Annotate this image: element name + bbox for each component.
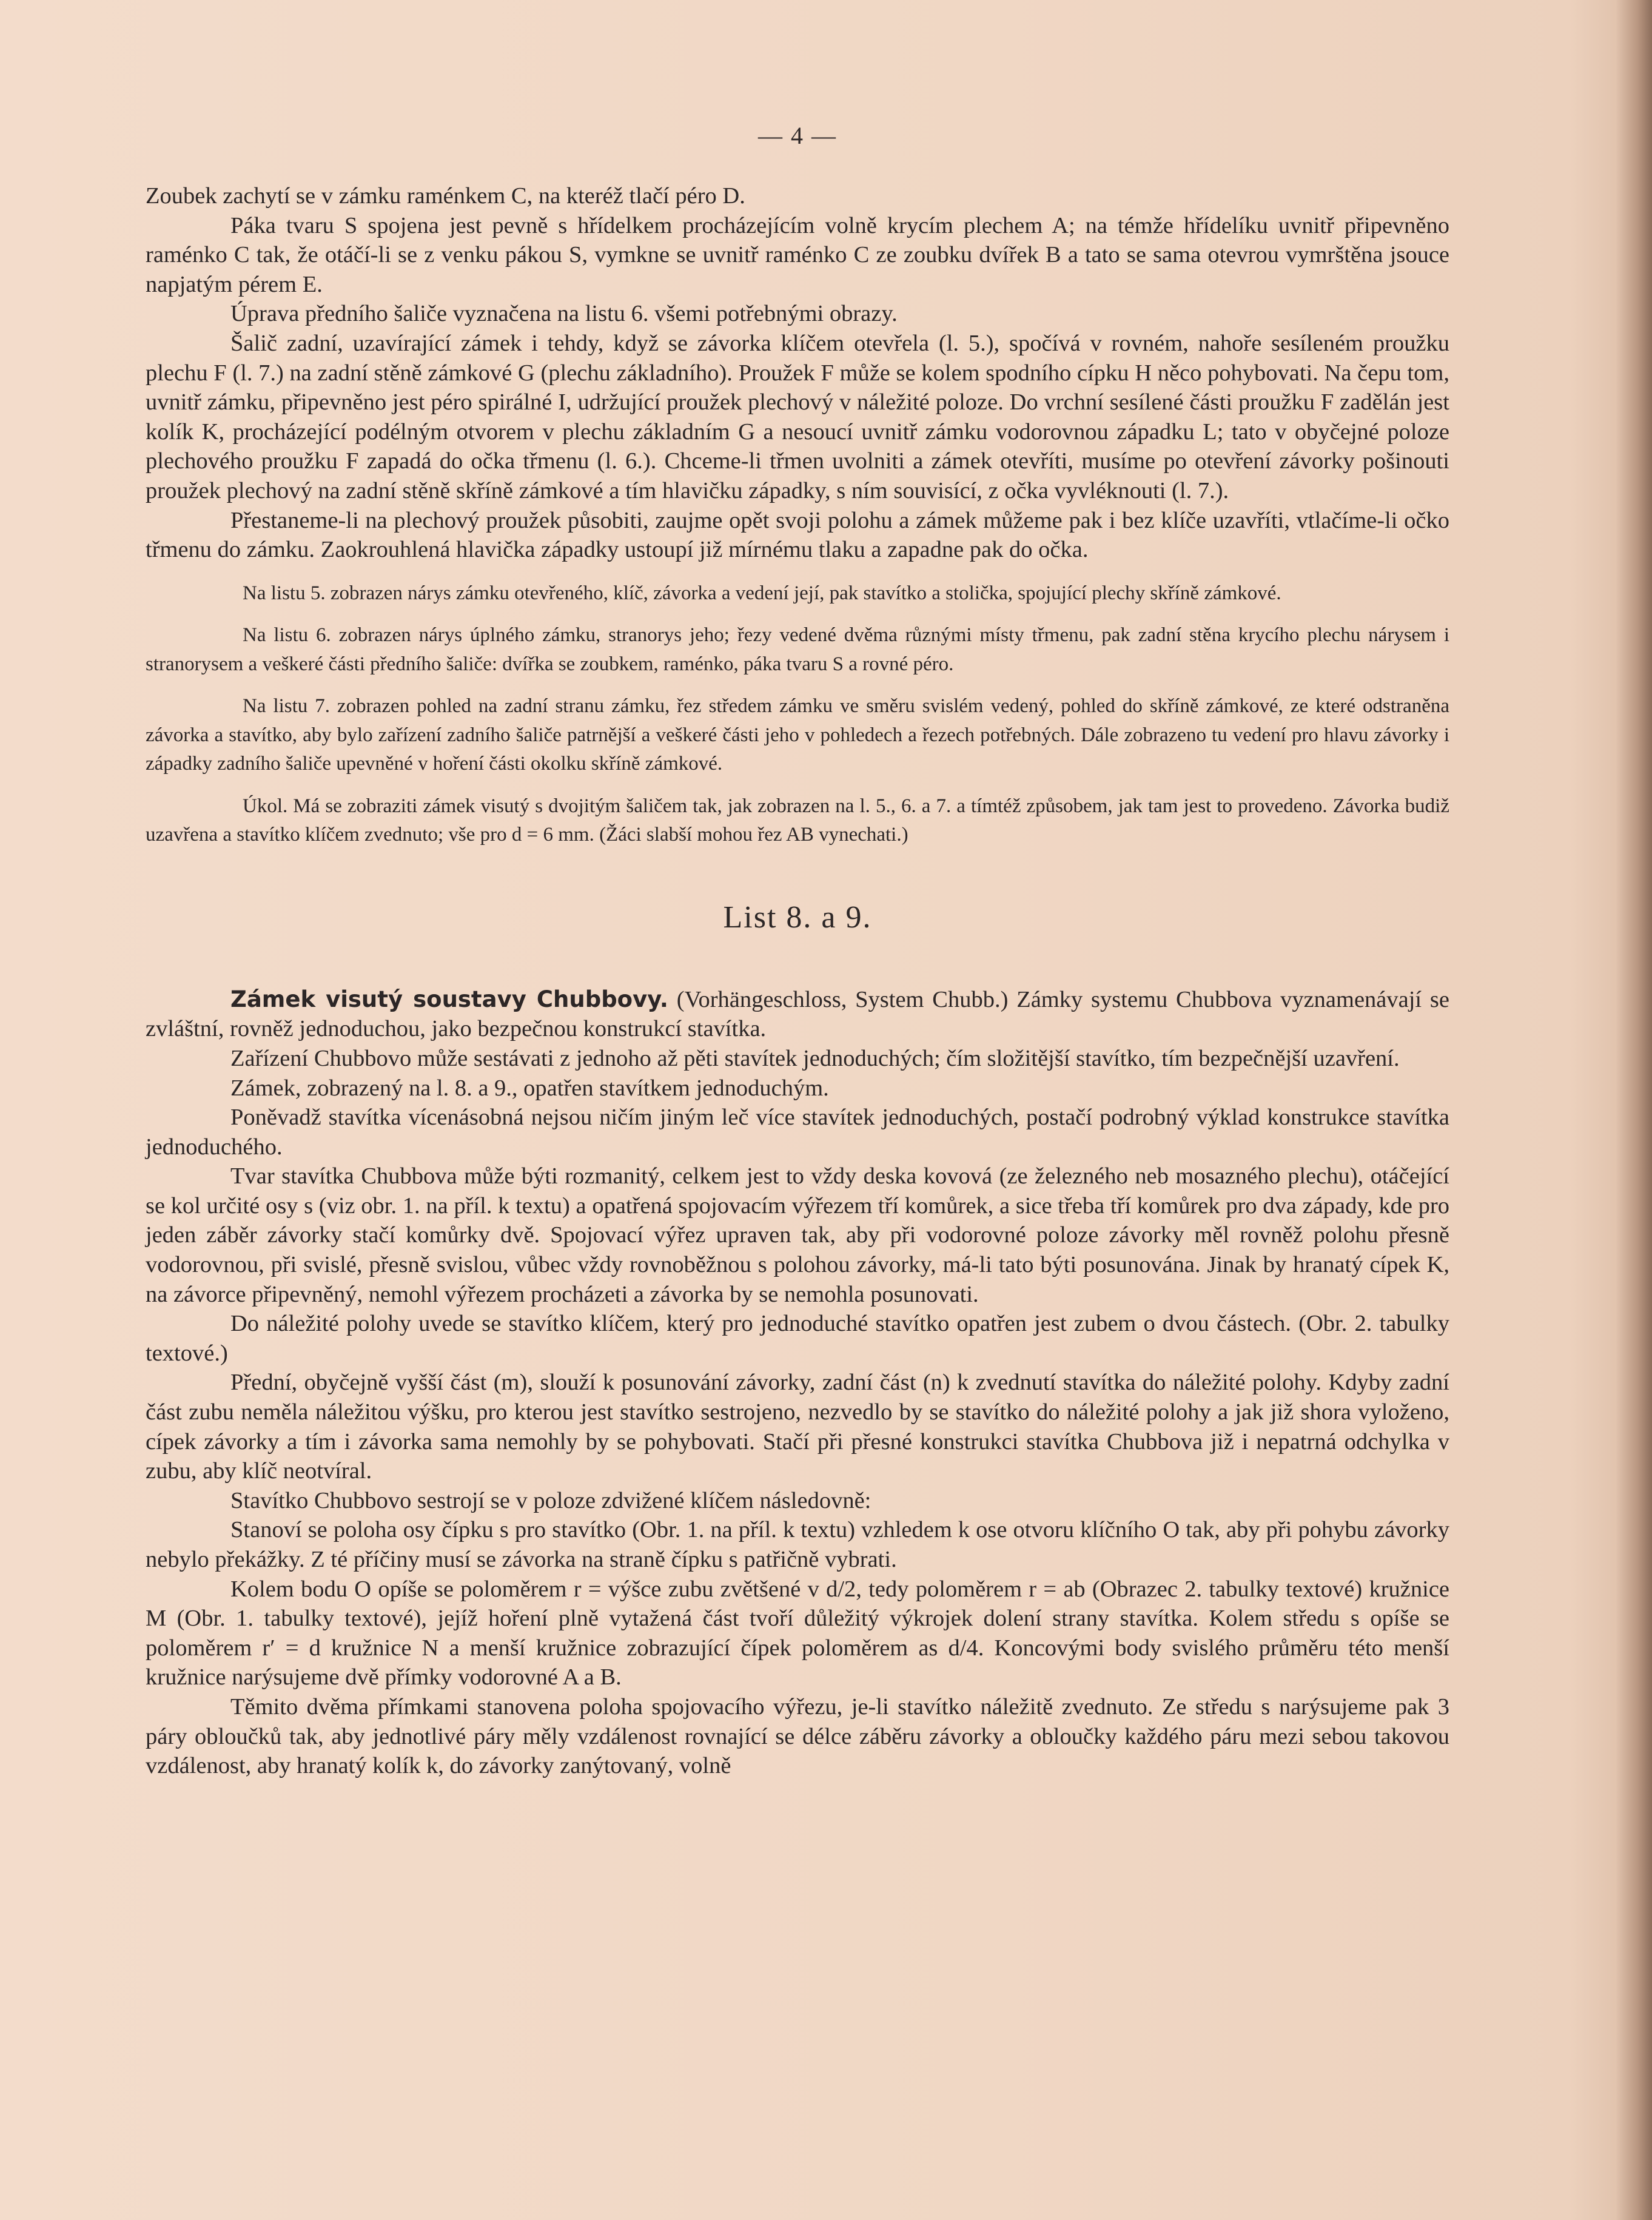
paragraph: Zámek, zobrazený na l. 8. a 9., opatřen stavítkem jednoduchým. bbox=[230, 1075, 829, 1101]
sheet-description: Na listu 6. zobrazen nárys úplného zámku, stranorys jeho; řezy vedené dvěma různými místy třmenu, pak zadní stěna krycího plechu nárysem i stranorysem a veškeré části předního šaliče: dvířka se zoubkem, raménko, páka tvaru S a rovné péro. bbox=[146, 624, 1449, 675]
task-paragraph: Úkol. Má se zobraziti zámek visutý s dvojitým šaličem tak, jak zobrazen na l. 5., 6. a 7. a tímtéž způsobem, jak tam jest to provedeno. Závorka budiž uzavřena a stavítko klíčem zvednuto; vše pro d = 6 mm. (Žáci slabší mohou řez AB vynechati.) bbox=[146, 795, 1449, 846]
section-heading: List 8. a 9. bbox=[723, 900, 872, 935]
lead-text: (Vorhängeschloss, System Chubb.) Zámky systemu Chubbova vyznamenávají se zvláštní, rovněž jednoduchou, jako bezpečnou konstrukcí stavítka. bbox=[146, 986, 1449, 1042]
paragraph: Zoubek zachytí se v zámku raménkem C, na kteréž tlačí péro D. bbox=[146, 183, 745, 209]
paragraph: Šalič zadní, uzavírající zámek i tehdy, když se závorka klíčem otevřela (l. 5.), spočívá v rovném, nahoře sesíleném proužku plechu F (l. 7.) na zadní stěně zámkové G (plechu základního). Proužek F může se kolem spodního cípku H něco pohybovati. Na čepu tom, uvnitř zámku, připevněno jest péro spirálné I, udržující proužek plechový v náležité poloze. Do vrchní sesílené části proužku F zadělán jest kolík K, procházející podélným otvorem v plechu základním G a nesoucí uvnitř zámku vodorovnou západku L; tato v obyčejné poloze plechového proužku F zapadá do očka třmenu (l. 6.). Chceme-li třmen uvolniti a zámek otevříti, musíme po otevření závorky pošinouti proužek plechový na zadní stěně skříně zámkové a tím hlavičku západky, s ním souvisící, z očka vyvléknouti (l. 7.). bbox=[146, 330, 1449, 503]
sheet-description: Na listu 5. zobrazen nárys zámku otevřeného, klíč, závorka a vedení její, pak stavítko a stolička, spojující plechy skříně zámkové. bbox=[243, 582, 1281, 604]
paragraph: Kolem bodu O opíše se poloměrem r = výšce zubu zvětšené v d/2, tedy poloměrem r = ab (Obrazec 2. tabulky textové) kružnice M (Obr. 1. tabulky textové), jejíž hoření plně vytažená část tvoří důležitý výkrojek dolení strany stavítka. Kolem středu s opíše se poloměrem r′ = d kružnice N a menší kružnice zobrazující čípek poloměrem as d/4. Koncovými body svislého průměru této menší kružnice narýsujeme dvě přímky vodorovné A a B. bbox=[146, 1576, 1449, 1690]
sheet-descriptions bbox=[146, 579, 1449, 850]
paragraph: Tvar stavítka Chubbova může býti rozmanitý, celkem jest to vždy deska kovová (ze železného neb mosazného plechu), otáčející se kol určité osy s (viz obr. 1. na příl. k textu) a opatřená spojovacím výřezem tří komůrek, a sice třeba tří komůrek pro dva západy, kde pro jeden záběr závorky stačí komůrky dvě. Spojovací výřez upraven tak, aby při vodorovné poloze závorky měl rovněž polohu přesně vodorovnou, při svislé, přesně svislou, vůbec vždy rovnoběžnou s polohou závorky, má-li tato býti posunována. Jinak by hranatý cípek K, na závorce připevněný, nemohl výřezem procházeti a závorka by se nemohla posunovati. bbox=[146, 1163, 1449, 1307]
section-2 bbox=[146, 985, 1449, 1781]
paragraph: Do náležité polohy uvede se stavítko klíčem, který pro jednoduché stavítko opatřen jest zubem o dvou částech. (Obr. 2. tabulky textové.) bbox=[146, 1311, 1449, 1366]
page-edge-shadow bbox=[1616, 0, 1652, 2220]
paragraph: Páka tvaru S spojena jest pevně s hřídelkem procházejícím volně krycím plechem A; na témže hřídelíku uvnitř připevněno raménko C tak, že otáčí-li se z venku pákou S, vymkne se uvnitř raménko C ze zoubku dvířek B a tato se sama otevrou vymrštěna jsouce napjatým pérem E. bbox=[146, 212, 1449, 297]
paragraph: Úprava předního šaliče vyznačena na listu 6. všemi potřebnými obrazy. bbox=[230, 301, 898, 327]
paragraph bbox=[146, 985, 1449, 1044]
paragraph: Stanoví se poloha osy čípku s pro stavítko (Obr. 1. na příl. k textu) vzhledem k ose otvoru klíčního O tak, aby při pohybu závorky nebylo překážky. Z té příčiny musí se závorka na straně čípku s patřičně vybrati. bbox=[146, 1517, 1449, 1572]
paragraph: Zařízení Chubbovo může sestávati z jednoho až pěti stavítek jednoduchých; čím složitější stavítko, tím bezpečnější uzavření. bbox=[230, 1045, 1400, 1071]
page-number: — 4 — bbox=[758, 122, 837, 149]
paragraph: Přední, obyčejně vyšší část (m), slouží k posunování závorky, zadní část (n) k zvednutí stavítka do náležité polohy. Kdyby zadní část zubu neměla náležitou výšku, pro kterou jest stavítko sestrojeno, nezvedlo by se stavítko do náležité polohy a jak již shora vyloženo, cípek závorky a tím i závorka sama nemohly by se pohybovati. Stačí při přesné konstrukci stavítka Chubbova již i nepatrná odchylka v zubu, aby klíč neotvíral. bbox=[146, 1370, 1449, 1484]
paragraph: Přestaneme-li na plechový proužek působiti, zaujme opět svoji polohu a zámek můžeme pak i bez klíče uzavříti, vtlačíme-li očko třmenu do zámku. Zaokrouhlená hlavička západky ustoupí již mírnému tlaku a zapadne pak do očka. bbox=[146, 507, 1449, 563]
paragraph: Těmito dvěma přímkami stanovena poloha spojovacího výřezu, je-li stavítko náležitě zvednuto. Ze středu s narýsujeme pak 3 páry obloučků tak, aby jednotlivé páry měly vzdálenost rovnající se délce záběru závorky a obloučky každého páru mezi sebou takovou vzdálenost, aby hranatý kolík k, do závorky zanýtovaný, volně bbox=[146, 1694, 1449, 1779]
paragraph: Poněvadž stavítka vícenásobná nejsou ničím jiným leč více stavítek jednoduchých, postačí podrobný výklad konstrukce stavítka jednoduchého. bbox=[146, 1105, 1449, 1160]
text-column bbox=[146, 121, 1449, 1781]
section-1 bbox=[146, 181, 1449, 565]
paragraph: Stavítko Chubbovo sestrojí se v poloze zdvižené klíčem následovně: bbox=[230, 1487, 871, 1513]
lead-title: Zámek visutý soustavy Chubbovy. bbox=[230, 986, 668, 1012]
sheet-description: Na listu 7. zobrazen pohled na zadní stranu zámku, řez středem zámku ve směru svislém vedený, pohled do skříně zámkové, ze které odstraněna závorka a stavítko, aby bylo zařízení zadního šaliče patrnější a veškeré části jeho v pohledech a řezech potřebných. Dále zobrazeno tu vedení pro hlavu závorky i západky zadního šaliče upevněné v hoření části okolku skříně zámkové. bbox=[146, 695, 1449, 775]
